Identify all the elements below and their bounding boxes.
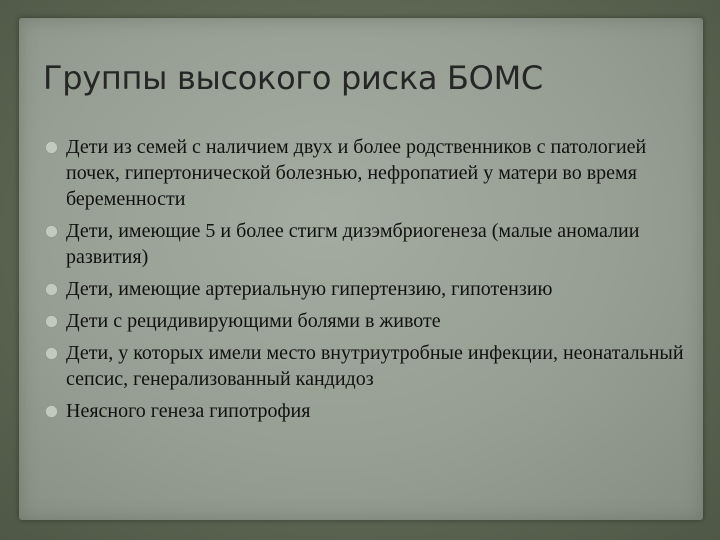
bullet-item <box>45 340 685 392</box>
bullet-item <box>45 398 685 424</box>
bullet-text: Дети, имеющие 5 и более стигм дизэмбриогенеза (малые аномалии развития) <box>66 220 640 268</box>
bullet-icon <box>45 141 58 154</box>
bullet-icon <box>45 315 58 328</box>
bullet-icon <box>45 283 58 296</box>
bullet-icon <box>45 347 58 360</box>
bullet-text: Дети, у которых имели место внутриутробные инфекции, неонатальный сепсис, генерализованный кандидоз <box>66 342 684 390</box>
slide-panel <box>19 18 703 520</box>
bullet-list <box>45 134 685 430</box>
bullet-item <box>45 218 685 270</box>
bullet-icon <box>45 225 58 238</box>
bullet-text: Дети из семей с наличием двух и более родственников с патологией почек, гипертонической болезнью, нефропатией у матери во время беременности <box>66 136 647 210</box>
bullet-text: Неясного генеза гипотрофия <box>66 400 311 422</box>
bullet-item <box>45 134 685 212</box>
bullet-text: Дети, имеющие артериальную гипертензию, гипотензию <box>66 278 553 300</box>
bullet-icon <box>45 405 58 418</box>
bullet-item <box>45 308 685 334</box>
slide-title: Группы высокого риска БОМС <box>43 59 543 97</box>
bullet-item <box>45 276 685 302</box>
bullet-text: Дети с рецидивирующими болями в животе <box>66 310 441 332</box>
